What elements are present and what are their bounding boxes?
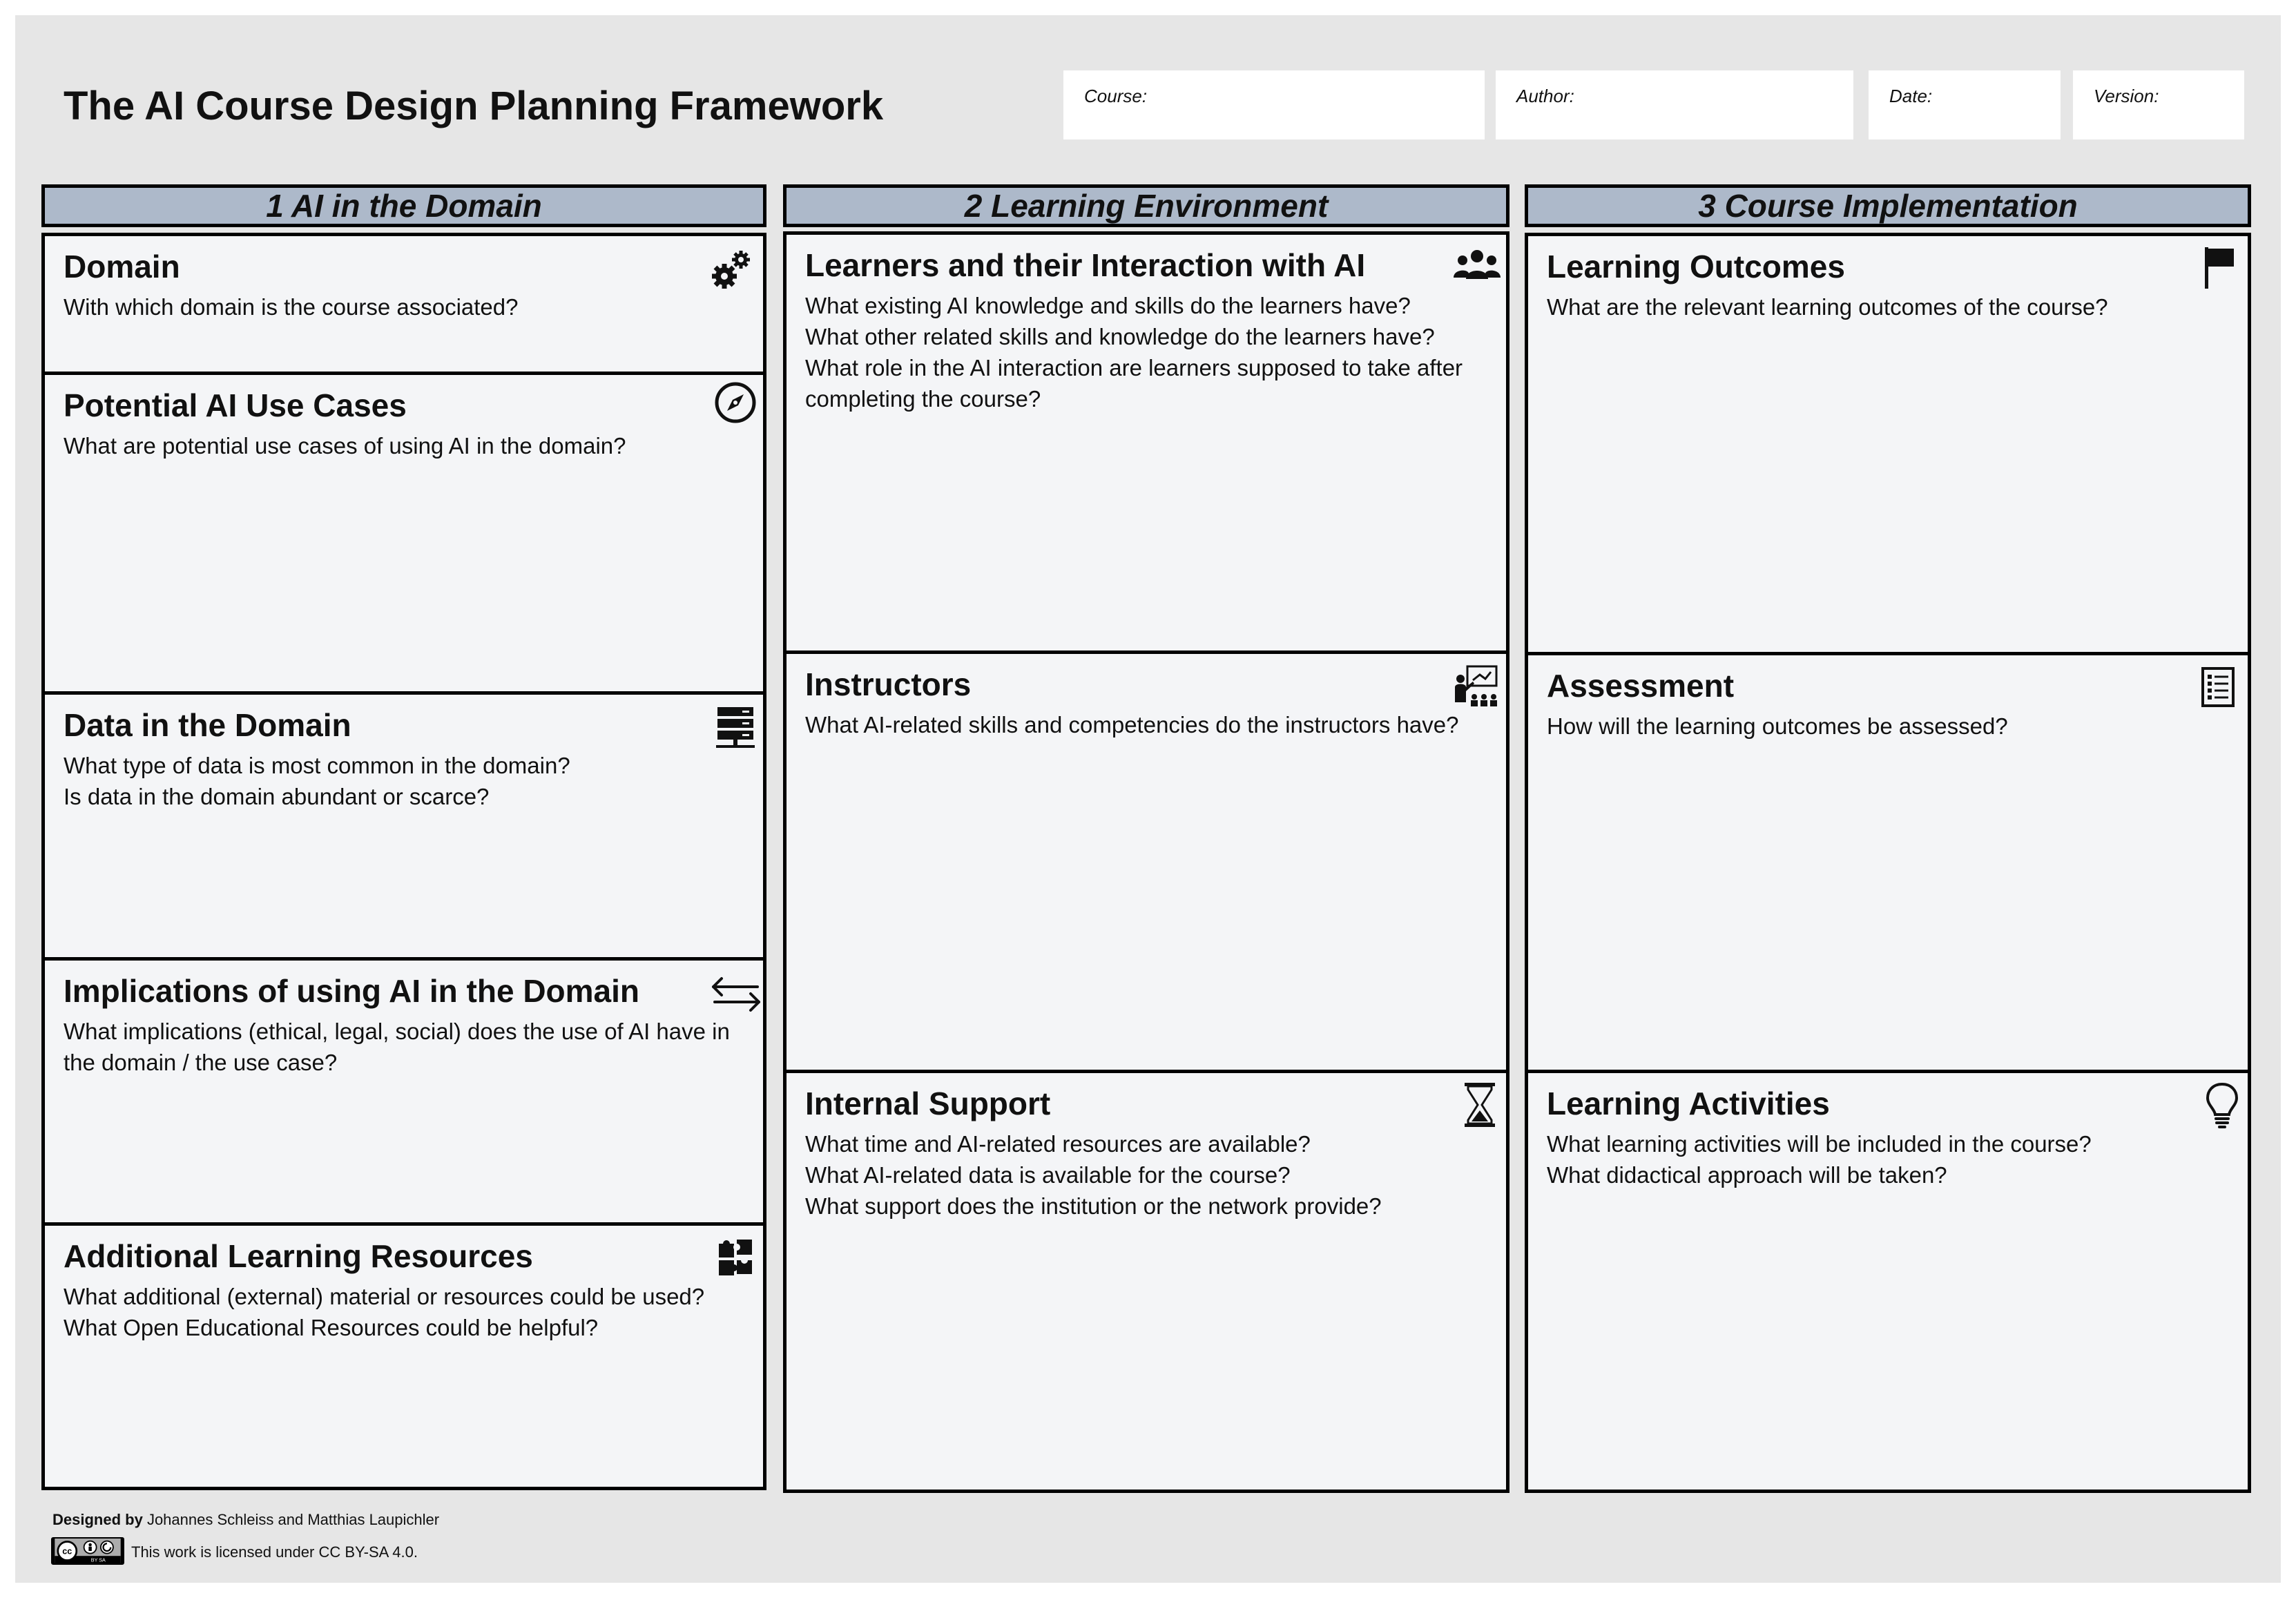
arrows-exchange-icon	[711, 974, 762, 1013]
panel-title: Additional Learning Resources	[64, 1238, 533, 1274]
question: What time and AI-related resources are available?	[805, 1131, 1311, 1157]
panel-questions	[805, 1128, 1492, 1222]
panel-title: Instructors	[805, 666, 972, 702]
column-heading-course-implementation: 3 Course Implementation	[1525, 184, 2251, 227]
presenter-icon	[1454, 665, 1499, 709]
author-field[interactable]	[1496, 70, 1853, 139]
panel-questions	[805, 709, 1492, 740]
page-title: The AI Course Design Planning Framework	[64, 84, 884, 128]
flag-icon	[2203, 246, 2235, 290]
question: What learning activities will be included in the course?	[1547, 1131, 2092, 1157]
question: What are potential use cases of using AI in the domain?	[64, 433, 626, 459]
panel-implications[interactable]	[41, 957, 766, 1226]
panel-questions	[64, 430, 749, 461]
designed-by-names: Johannes Schleiss and Matthias Laupichler	[146, 1511, 440, 1528]
version-field[interactable]	[2073, 70, 2244, 139]
question: What implications (ethical, legal, social) does the use of AI have in the domain / the use case?	[64, 1019, 730, 1075]
checklist-icon	[2201, 666, 2235, 708]
panel-title: Potential AI Use Cases	[64, 387, 407, 423]
question: What AI-related data is available for the course?	[805, 1162, 1291, 1188]
svg-text:cc: cc	[62, 1546, 73, 1556]
panel-questions	[64, 1281, 749, 1343]
panel-title: Data in the Domain	[64, 707, 351, 743]
panel-questions	[805, 290, 1492, 414]
question: What AI-related skills and competencies do the instructors have?	[805, 712, 1459, 738]
question: What didactical approach will be taken?	[1547, 1162, 1947, 1188]
column-heading-learning-environment: 2 Learning Environment	[783, 184, 1509, 227]
license-text: This work is licensed under CC BY-SA 4.0.	[131, 1543, 418, 1561]
designed-by-credit	[52, 1511, 439, 1529]
version-label: Version:	[2094, 86, 2159, 106]
panel-title: Internal Support	[805, 1086, 1051, 1121]
panel-questions	[64, 291, 749, 322]
question: With which domain is the course associated?	[64, 294, 519, 320]
server-icon	[715, 706, 756, 751]
question: What type of data is most common in the domain?	[64, 753, 570, 778]
panel-questions	[64, 750, 749, 812]
gears-icon	[706, 246, 755, 294]
panel-title: Assessment	[1547, 668, 1735, 704]
panel-questions	[1547, 291, 2234, 322]
panel-title: Implications of using AI in the Domain	[64, 973, 639, 1009]
panel-potential-ai-use-cases[interactable]	[41, 372, 766, 696]
panel-learning-activities[interactable]	[1525, 1070, 2251, 1493]
panel-title: Learning Outcomes	[1547, 249, 1845, 285]
panel-questions	[64, 1016, 749, 1078]
lightbulb-icon	[2205, 1081, 2239, 1128]
panel-title: Learners and their Interaction with AI	[805, 247, 1366, 283]
date-field[interactable]	[1869, 70, 2061, 139]
panel-internal-support[interactable]	[783, 1070, 1509, 1493]
panel-data-in-the-domain[interactable]	[41, 691, 766, 962]
question: Is data in the domain abundant or scarce?	[64, 784, 490, 809]
author-label: Author:	[1516, 86, 1574, 106]
panel-title: Domain	[64, 249, 180, 285]
column-heading-ai-domain: 1 AI in the Domain	[41, 184, 766, 227]
question: What role in the AI interaction are learners supposed to take after completing the course?	[805, 355, 1463, 412]
date-label: Date:	[1889, 86, 1933, 106]
panel-instructors[interactable]	[783, 650, 1509, 1073]
panel-domain[interactable]	[41, 233, 766, 376]
panel-assessment[interactable]	[1525, 652, 2251, 1074]
question: What Open Educational Resources could be helpful?	[64, 1315, 599, 1340]
question: What other related skills and knowledge do the learners have?	[805, 324, 1435, 349]
course-field[interactable]	[1063, 70, 1485, 139]
course-label: Course:	[1084, 86, 1148, 106]
panel-title: Learning Activities	[1547, 1086, 1830, 1121]
question: What are the relevant learning outcomes of the course?	[1547, 294, 2108, 320]
question: What existing AI knowledge and skills do the learners have?	[805, 293, 1411, 318]
hourglass-icon	[1465, 1083, 1495, 1127]
question: What support does the institution or the network provide?	[805, 1193, 1382, 1219]
panel-questions	[1547, 1128, 2234, 1191]
question: How will the learning outcomes be assessed?	[1547, 713, 2008, 739]
panel-questions	[1547, 711, 2234, 742]
compass-icon	[713, 380, 758, 425]
question: What additional (external) material or resources could be used?	[64, 1284, 705, 1309]
panel-additional-learning-resources[interactable]	[41, 1222, 766, 1490]
users-icon	[1454, 249, 1501, 280]
panel-learners-interaction[interactable]	[783, 231, 1509, 654]
panel-learning-outcomes[interactable]	[1525, 233, 2251, 655]
cc-badge-text: BY SA	[90, 1556, 106, 1563]
cc-license-badge[interactable]	[51, 1537, 124, 1565]
puzzle-icon	[716, 1238, 755, 1277]
designed-by-label: Designed by	[52, 1511, 143, 1528]
